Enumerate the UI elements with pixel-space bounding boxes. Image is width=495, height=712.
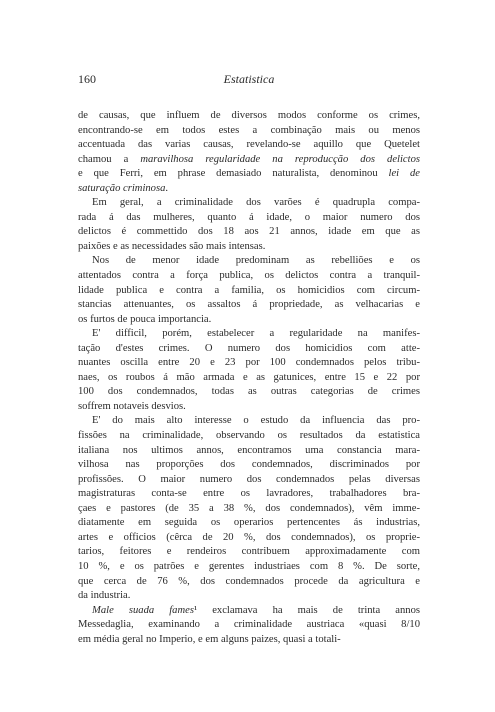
text-line: da industria. — [78, 590, 131, 602]
text-line: tarios, feitores e rendeiros contribuem approximadamente com — [78, 546, 420, 558]
italic-phrase: Male suada fames — [92, 604, 194, 616]
text-line: attentados contra a força publica, os delictos contra a tranquil- — [78, 270, 420, 282]
text-line: naes, os roubos á mão armada e as gatunices, entre 15 e 22 por — [78, 371, 420, 383]
paragraph — [78, 254, 420, 327]
text-line: lidade publica e contra a familia, os homicidios com circum- — [78, 284, 420, 296]
text-line: fissões na criminalidade, observando os resultados da estatistica — [78, 430, 420, 442]
italic-phrase: maravilhosa regularidade na reproducção dos delictos — [140, 153, 420, 165]
text-line: profissões. O maior numero dos condemnados pelas diversas — [78, 473, 420, 485]
text-line: que cerca de 76 %, dos condemnados procede da agricultura e — [78, 575, 420, 587]
text-line: rada á das mulheres, quanto á idade, o maior numero dos — [78, 211, 420, 223]
italic-phrase: lei de — [388, 168, 420, 180]
text-line: artes e officios (cêrca de 20 %, dos condemnados), os proprie- — [78, 531, 420, 543]
text-line: magistraturas conta-se entre os lavradores, trabalhadores bra- — [78, 488, 420, 500]
page-header — [78, 72, 420, 90]
italic-phrase: saturação criminosa — [78, 182, 166, 194]
text-line: delictos é commettido dos 18 aos 21 annos, idade em que as — [78, 226, 420, 238]
text-line: em média geral no Imperio, e em alguns paizes, quasi a totali- — [78, 633, 341, 645]
text-line: Em geral, a criminalidade dos varões é quadrupla compa- — [92, 197, 420, 209]
text-line: soffrem notaveis desvios. — [78, 400, 186, 412]
text-line: çaes e pastores (de 35 a 38 %, dos condemnados), vêm imme- — [78, 502, 420, 514]
text-line: E' do mais alto interesse o estudo da influencia das pro- — [92, 415, 420, 427]
text-line: encontrando-se em todos estes a combinação mais ou menos — [78, 124, 420, 136]
text-line: chamou a maravilhosa regularidade na reproducção dos delictos — [78, 153, 420, 165]
text-line: saturação criminosa. — [78, 182, 169, 194]
paragraph — [78, 196, 420, 254]
text-line: de causas, que influem de diversos modos conforme os crimes, — [78, 110, 420, 121]
text-line: nuantes oscilla entre 20 e 23 por 100 condemnados pelos tribu- — [78, 357, 420, 369]
text-line: tação d'estes crimes. O numero dos homicidios com atte- — [78, 342, 420, 354]
text-line: diatamente em seguida os operarios pertencentes ás industrias, — [78, 517, 420, 529]
text-line: Male suada fames¹ exclamava ha mais de trinta annos — [92, 604, 420, 616]
text-line: stancias attenuantes, os assaltos á propriedade, as velhacarias e — [78, 299, 420, 311]
body-text — [78, 109, 420, 647]
text-line: e que Ferri, em phrase demasiado naturalista, denominou lei de — [78, 168, 420, 180]
text-line: paixões e as necessidades são mais intensas. — [78, 240, 266, 252]
running-title: Estatistica — [223, 72, 275, 86]
paragraph — [78, 604, 420, 648]
text-line: italiana nos ultimos annos, encontramos uma constancia mara- — [78, 444, 420, 456]
text-line: Nos de menor idade predominam as rebelliões e os — [92, 255, 420, 267]
text-line: accentuada das varias causas, revelando-se aquillo que Quetelet — [78, 139, 420, 151]
paragraph — [78, 327, 420, 414]
text-line: vilhosa nas proporções dos condemnados, discriminados por — [78, 459, 420, 471]
text-line: Messedaglia, examinando a criminalidade austriaca «quasi 8/10 — [78, 619, 420, 631]
text-line: 100 dos condemnados, todas as outras categorias de crimes — [78, 386, 420, 398]
page-number: 160 — [78, 72, 96, 86]
text-line: os furtos de pouca importancia. — [78, 313, 212, 325]
paragraph — [78, 109, 420, 196]
text-line: 10 %, e os patrões e gerentes industriaes com 8 %. De sorte, — [78, 560, 420, 572]
text-line: E' difficil, porém, estabelecer a regularidade na manifes- — [92, 328, 420, 340]
paragraph — [78, 414, 420, 603]
